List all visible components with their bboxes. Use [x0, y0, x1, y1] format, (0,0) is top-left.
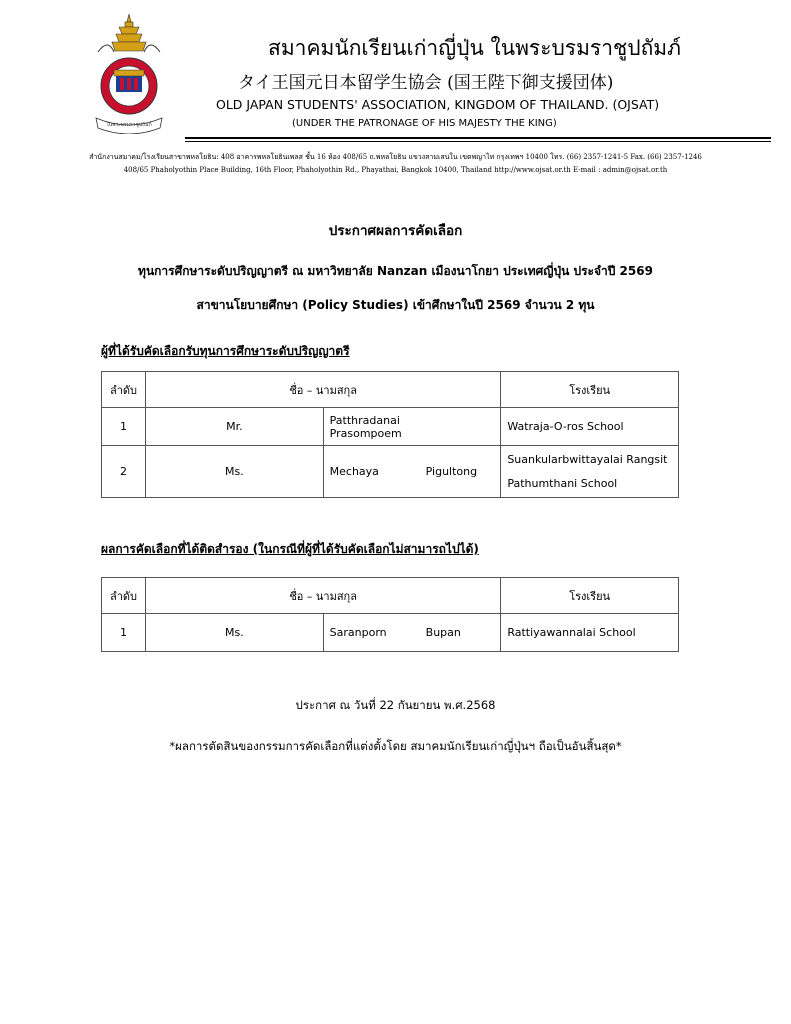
org-name-thai: สมาคมนักเรียนเก่าญี่ปุ่น ในพระบรมราชูปถัมภ์ [268, 36, 681, 60]
first-name: Patthradanai [329, 413, 400, 427]
row-title: Ms. [146, 614, 324, 652]
col-header-school: โรงเรียน [501, 578, 679, 614]
col-header-name: ชื่อ – นามสกุล [146, 372, 501, 408]
row-no: 1 [102, 614, 146, 652]
row-title: Ms. [146, 446, 324, 498]
col-header-school: โรงเรียน [501, 372, 679, 408]
logo-caption: ในพระบรมราชูปถัมภ์ [106, 122, 152, 128]
row-no: 2 [102, 446, 146, 498]
first-name: Mechaya [329, 465, 379, 478]
selected-heading: ผู้ที่ได้รับคัดเลือกรับทุนการศึกษาระดับปริญญาตรี [101, 344, 350, 358]
row-no: 1 [102, 408, 146, 446]
address-english: 408/65 Phaholyothin Place Building, 16th Floor, Phaholyothin Rd., Phayathai, Bangkok 10400, Thailand http://www.ojsat.or.th E-mail : admin@ojsat.or.th [123, 166, 668, 174]
last-name: Prasompoem [329, 426, 402, 440]
reserve-heading: ผลการคัดเลือกที่ได้ติดสำรอง (ในกรณีที่ผู้ที่ได้รับคัดเลือกไม่สามารถไปได้) [101, 542, 479, 556]
announcement-subtitle-2: สาขานโยบายศึกษา (Policy Studies) เข้าศึกษาในปี 2569 จำนวน 2 ทุน [196, 298, 595, 312]
final-decision-note: *ผลการตัดสินของกรรมการคัดเลือกที่แต่งตั้งโดย สมาคมนักเรียนเก่าญี่ปุ่นฯ ถือเป็นอันสิ้นสุด* [169, 739, 622, 753]
row-school: Watraja-O-ros School [501, 408, 679, 446]
col-header-no: ลำดับ [102, 372, 146, 408]
first-name: Saranporn [329, 626, 387, 639]
header-rule [185, 137, 771, 139]
row-name [323, 408, 501, 446]
header-rule-thin [185, 141, 771, 142]
col-header-no: ลำดับ [102, 578, 146, 614]
col-header-name: ชื่อ – นามสกุล [146, 578, 501, 614]
last-name: Pigultong [425, 465, 478, 478]
table-row [102, 614, 679, 652]
table-header-row [102, 372, 679, 408]
last-name: Bupan [425, 626, 461, 639]
org-name-japanese: タイ王国元日本留学生協会 (国王陛下御支援団体) [238, 73, 614, 93]
announcement-subtitle-1: ทุนการศึกษาระดับปริญญาตรี ณ มหาวิทยาลัย Nanzan เมืองนาโกยา ประเทศญี่ปุ่น ประจำปี 2569 [138, 264, 653, 278]
ojsat-logo [92, 12, 166, 134]
row-title: Mr. [146, 408, 324, 446]
announcement-title: ประกาศผลการคัดเลือก [328, 223, 463, 239]
address-thai: สำนักงานสมาคม/โรงเรียนสาขาพหลโยธิน: 408 อาคารพหลโยธินเพลส ชั้น 16 ห้อง 408/65 ถ.พหลโยธิน แขวงสามเสนใน เขตพญาไท กรุงเทพฯ 10400 โทร. (66) 2357-1241-5 Fax. (66) 2357-1246 [89, 153, 702, 161]
selected-table [101, 371, 679, 498]
org-name-english: OLD JAPAN STUDENTS' ASSOCIATION, KINGDOM OF THAILAND. (OJSAT) [216, 97, 660, 112]
row-school: Rattiyawannalai School [501, 614, 679, 652]
table-row [102, 446, 679, 498]
patronage-line: (UNDER THE PATRONAGE OF HIS MAJESTY THE KING) [292, 118, 557, 129]
row-school: Suankularbwittayalai Rangsit Pathumthani School [501, 446, 679, 498]
reserve-table [101, 577, 679, 652]
row-name [323, 446, 501, 498]
table-row [102, 408, 679, 446]
announcement-date: ประกาศ ณ วันที่ 22 กันยายน พ.ศ.2568 [295, 698, 496, 712]
table-header-row [102, 578, 679, 614]
row-name [323, 614, 501, 652]
